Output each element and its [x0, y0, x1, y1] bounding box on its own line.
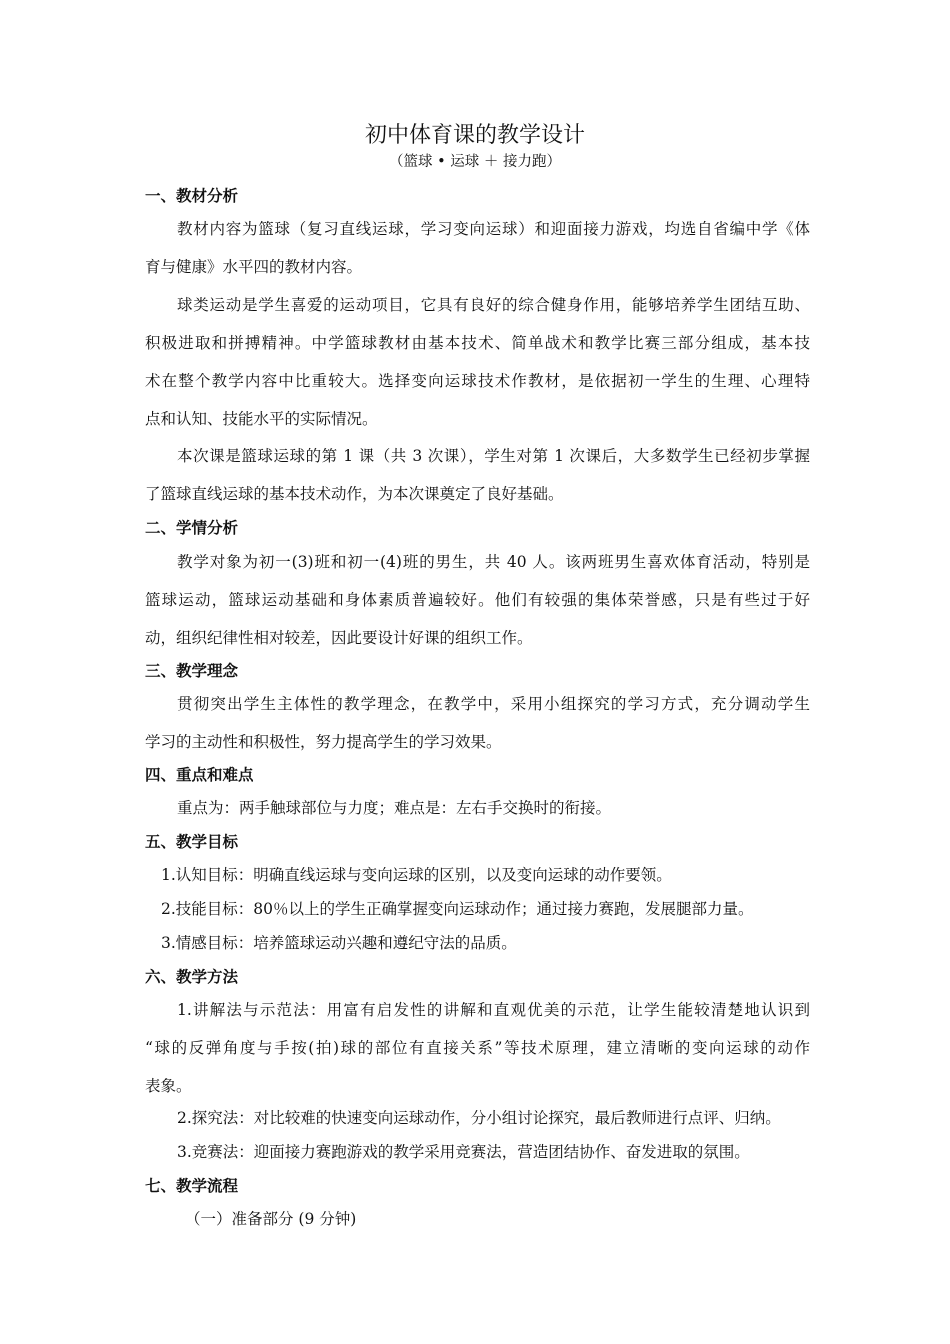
- section-heading-teaching-philosophy: 三、教学理念: [145, 662, 239, 680]
- paragraph-line: 本次课是篮球运球的第 1 课（共 3 次课），学生对第 1 次课后，大多数学生已经初步掌握: [177, 447, 810, 465]
- paragraph-line: 贯彻突出学生主体性的教学理念，在教学中，采用小组探究的学习方式，充分调动学生: [177, 695, 810, 713]
- paragraph-line: 篮球运动，篮球运动基础和身体素质普遍较好。他们有较强的集体荣誉感，只是有些过于好: [145, 591, 810, 609]
- document-subtitle: （篮球 • 运球 ＋ 接力跑）: [389, 154, 561, 170]
- method-item: 2.探究法：对比较难的快速变向运球动作，分小组讨论探究，最后教师进行点评、归纳。: [177, 1109, 781, 1127]
- section-heading-student-analysis: 二、学情分析: [145, 519, 239, 537]
- paragraph-line: 术在整个教学内容中比重较大。选择变向运球技术作教材，是依据初一学生的生理、心理特: [145, 372, 810, 390]
- paragraph-line: 了篮球直线运球的基本技术动作，为本次课奠定了良好基础。: [145, 485, 564, 503]
- section-heading-teaching-goals: 五、教学目标: [145, 833, 239, 851]
- paragraph-line: “球的反弹角度与手按(拍)球的部位有直接关系”等技术原理，建立清晰的变向运球的动作: [145, 1039, 810, 1057]
- section-heading-teaching-methods: 六、教学方法: [145, 968, 239, 986]
- paragraph-line: 学习的主动性和积极性，努力提高学生的学习效果。: [145, 733, 502, 751]
- goal-item: 2.技能目标：80％以上的学生正确掌握变向运球动作；通过接力赛跑，发展腿部力量。: [161, 900, 754, 918]
- paragraph-line: 点和认知、技能水平的实际情况。: [145, 410, 378, 428]
- section-heading-material-analysis: 一、教材分析: [145, 187, 239, 205]
- goal-item: 3.情感目标：培养篮球运动兴趣和遵纪守法的品质。: [161, 934, 517, 952]
- paragraph-line: 育与健康》水平四的教材内容。: [145, 258, 363, 276]
- paragraph-line: 重点为：两手触球部位与力度；难点是：左右手交换时的衔接。: [177, 799, 612, 817]
- paragraph-line: 教材内容为篮球（复习直线运球，学习变向运球）和迎面接力游戏，均选自省编中学《体: [177, 220, 810, 238]
- paragraph-line: 教学对象为初一(3)班和初一(4)班的男生，共 40 人。该两班男生喜欢体育活动，特别是: [177, 553, 810, 571]
- paragraph-line: 积极进取和拼搏精神。中学篮球教材由基本技术、简单战术和教学比赛三部分组成，基本技: [145, 334, 810, 352]
- goal-item: 1.认知目标：明确直线运球与变向运球的区别，以及变向运球的动作要领。: [161, 866, 672, 884]
- paragraph-line: 动，组织纪律性相对较差，因此要设计好课的组织工作。: [145, 629, 533, 647]
- document-title: 初中体育课的教学设计: [364, 123, 585, 148]
- paragraph-line: 表象。: [145, 1077, 192, 1095]
- method-item: 3.竞赛法：迎面接力赛跑游戏的教学采用竞赛法，营造团结协作、奋发进取的氛围。: [177, 1143, 750, 1161]
- paragraph-line: 球类运动是学生喜爱的运动项目，它具有良好的综合健身作用，能够培养学生团结互助、: [177, 296, 810, 314]
- process-part-heading: （一）准备部分 (9 分钟): [185, 1210, 357, 1228]
- method-item: 1.讲解法与示范法：用富有启发性的讲解和直观优美的示范，让学生能较清楚地认识到: [177, 1001, 810, 1019]
- section-heading-key-points: 四、重点和难点: [145, 766, 254, 784]
- section-heading-teaching-process: 七、教学流程: [145, 1177, 239, 1195]
